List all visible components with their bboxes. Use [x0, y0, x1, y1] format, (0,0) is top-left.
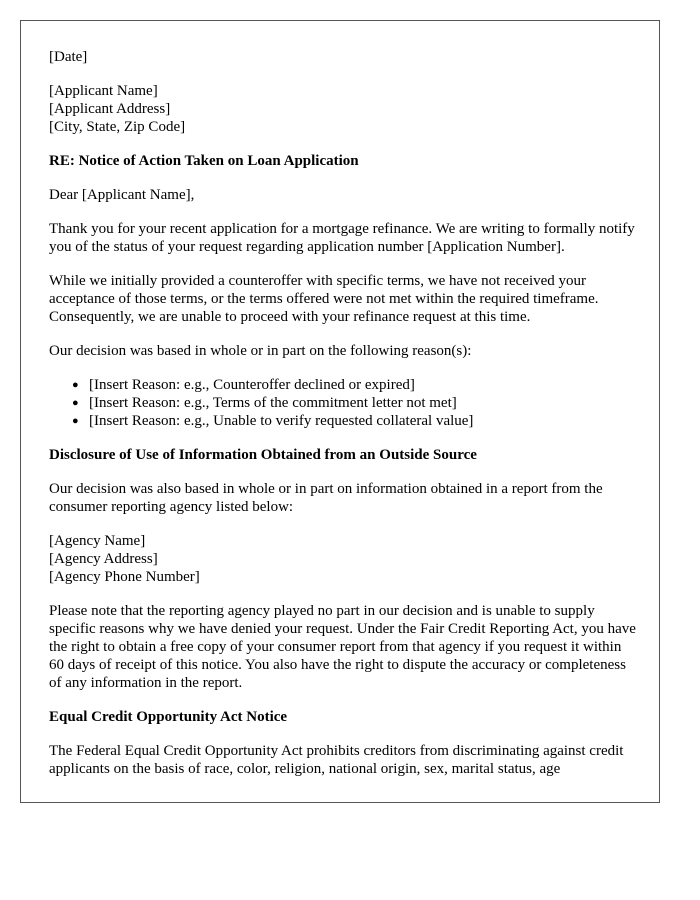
agency-name: [Agency Name] — [49, 533, 146, 549]
disclosure-heading: Disclosure of Use of Information Obtained from an Outside Source — [49, 447, 477, 463]
bullet-icon: ● — [72, 379, 79, 391]
paragraph-counteroffer: While we initially provided a counteroffer with specific terms, we have not received your acceptance of those terms, or the terms offered were not met within the required timeframe. Consequently, we are unable to proceed with your refinance request at this time. — [49, 273, 599, 325]
paragraph-reasons-intro: Our decision was based in whole or in part on the following reason(s): — [49, 343, 472, 359]
paragraph-ecoa: The Federal Equal Credit Opportunity Act prohibits creditors from discriminating against credit applicants on the basis of race, color, religion, national origin, sex, marital status, age — [49, 743, 624, 777]
letter-date: [Date] — [49, 49, 88, 65]
letter-content — [49, 48, 639, 794]
applicant-address-block — [49, 82, 639, 136]
reason-text: [Insert Reason: e.g., Unable to verify requested collateral value] — [89, 413, 474, 429]
agency-phone: [Agency Phone Number] — [49, 569, 200, 585]
reasons-list — [49, 376, 639, 430]
reason-text: [Insert Reason: e.g., Terms of the commitment letter not met] — [89, 395, 457, 411]
applicant-city-state-zip: [City, State, Zip Code] — [49, 119, 186, 135]
letter-salutation: Dear [Applicant Name], — [49, 187, 195, 203]
bullet-icon: ● — [72, 415, 79, 427]
reason-item — [72, 412, 639, 430]
reason-text: [Insert Reason: e.g., Counteroffer declined or expired] — [89, 377, 415, 393]
reason-item — [72, 376, 639, 394]
reason-item — [72, 394, 639, 412]
paragraph-intro: Thank you for your recent application for a mortgage refinance. We are writing to formally notify you of the status of your request regarding application number [Application Number]. — [49, 221, 635, 255]
applicant-address: [Applicant Address] — [49, 101, 171, 117]
letter-page — [20, 20, 660, 803]
paragraph-fcra: Please note that the reporting agency played no part in our decision and is unable to supply specific reasons why we have denied your request. Under the Fair Credit Reporting Act, you have the right to obtain a free copy of your consumer report from that agency if you request it within 60 days of receipt of this notice. You also have the right to dispute the accuracy or completeness of any information in the report. — [49, 603, 636, 691]
bullet-icon: ● — [72, 397, 79, 409]
ecoa-heading: Equal Credit Opportunity Act Notice — [49, 709, 288, 725]
letter-subject: RE: Notice of Action Taken on Loan Application — [49, 153, 359, 169]
applicant-name: [Applicant Name] — [49, 83, 158, 99]
paragraph-disclosure: Our decision was also based in whole or in part on information obtained in a report from the consumer reporting agency listed below: — [49, 481, 603, 515]
agency-address-block — [49, 532, 639, 586]
agency-address: [Agency Address] — [49, 551, 158, 567]
